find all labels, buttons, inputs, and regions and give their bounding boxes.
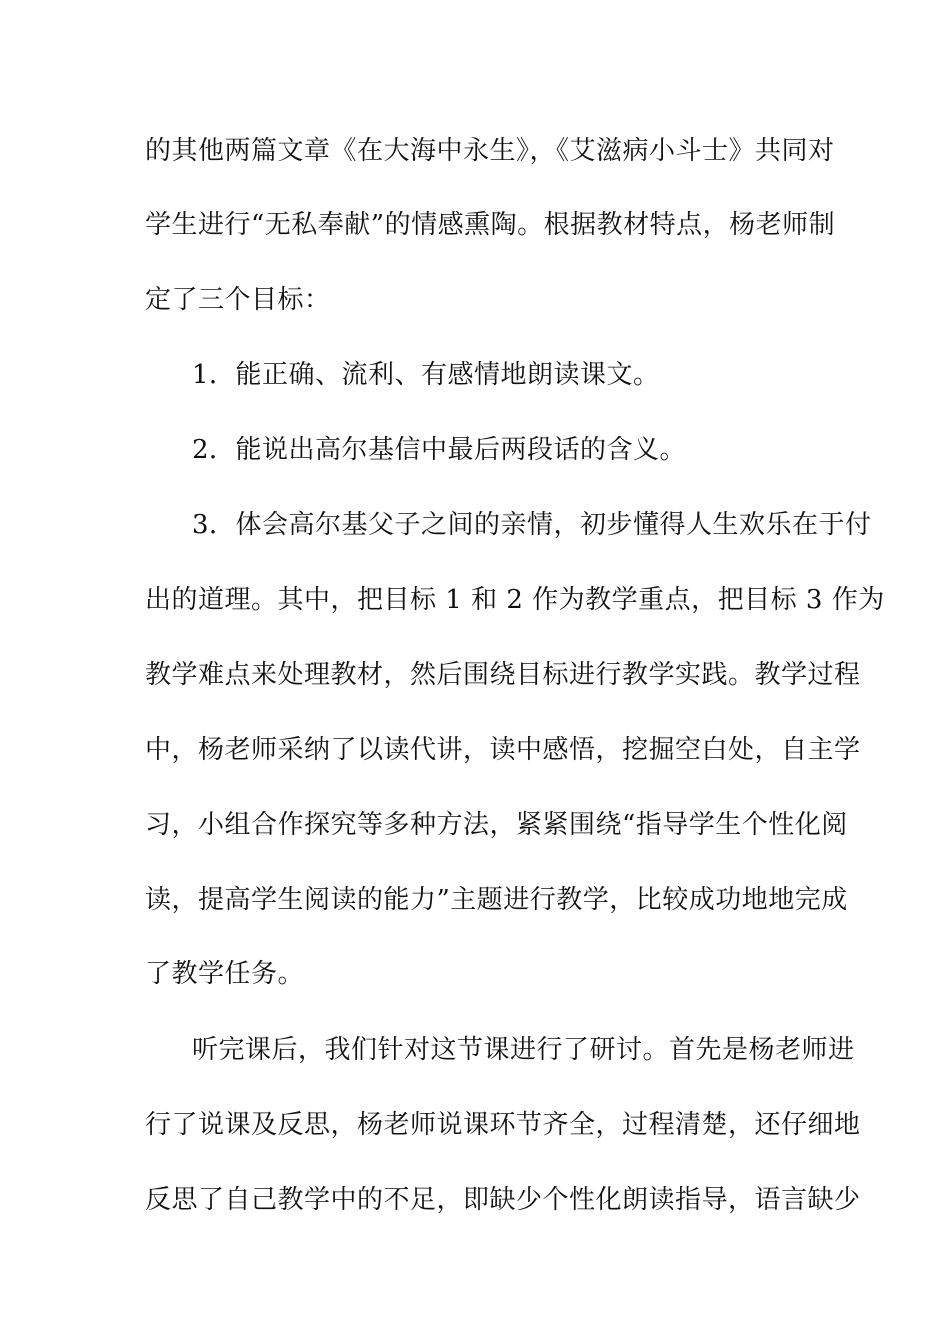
list-item: 1．能正确、流利、有感情地朗读课文。 bbox=[192, 360, 660, 390]
paragraph-line: 学生进行“无私奉献”的情感熏陶。根据教材特点，杨老师制 bbox=[145, 210, 836, 240]
paragraph-line: 听完课后，我们针对这节课进行了研讨。首先是杨老师进 bbox=[192, 1035, 855, 1065]
paragraph-line: 中，杨老师采纳了以读代讲，读中感悟，挖掘空白处，自主学 bbox=[145, 735, 861, 765]
paragraph-line: 反思了自己教学中的不足，即缺少个性化朗读指导，语言缺少 bbox=[145, 1185, 861, 1215]
paragraph-line: 定了三个目标： bbox=[145, 285, 331, 315]
paragraph-line: 读，提高学生阅读的能力”主题进行教学，比较成功地地完成 bbox=[145, 885, 848, 915]
paragraph-line: 出的道理。其中，把目标 1 和 2 作为教学重点，把目标 3 作为 bbox=[145, 585, 885, 615]
paragraph-line: 教学难点来处理教材，然后围绕目标进行教学实践。教学过程 bbox=[145, 660, 861, 690]
paragraph-line: 习，小组合作探究等多种方法，紧紧围绕“指导学生个性化阅 bbox=[145, 810, 848, 840]
paragraph-line: 的其他两篇文章《在大海中永生》，《艾滋病小斗士》共同对 bbox=[145, 136, 835, 166]
list-item: 2．能说出高尔基信中最后两段话的含义。 bbox=[192, 435, 687, 465]
list-item: 3．体会高尔基父子之间的亲情，初步懂得人生欢乐在于付 bbox=[192, 510, 872, 540]
paragraph-line: 行了说课及反思，杨老师说课环节齐全，过程清楚，还仔细地 bbox=[145, 1110, 861, 1140]
paragraph-line: 了教学任务。 bbox=[145, 959, 305, 989]
